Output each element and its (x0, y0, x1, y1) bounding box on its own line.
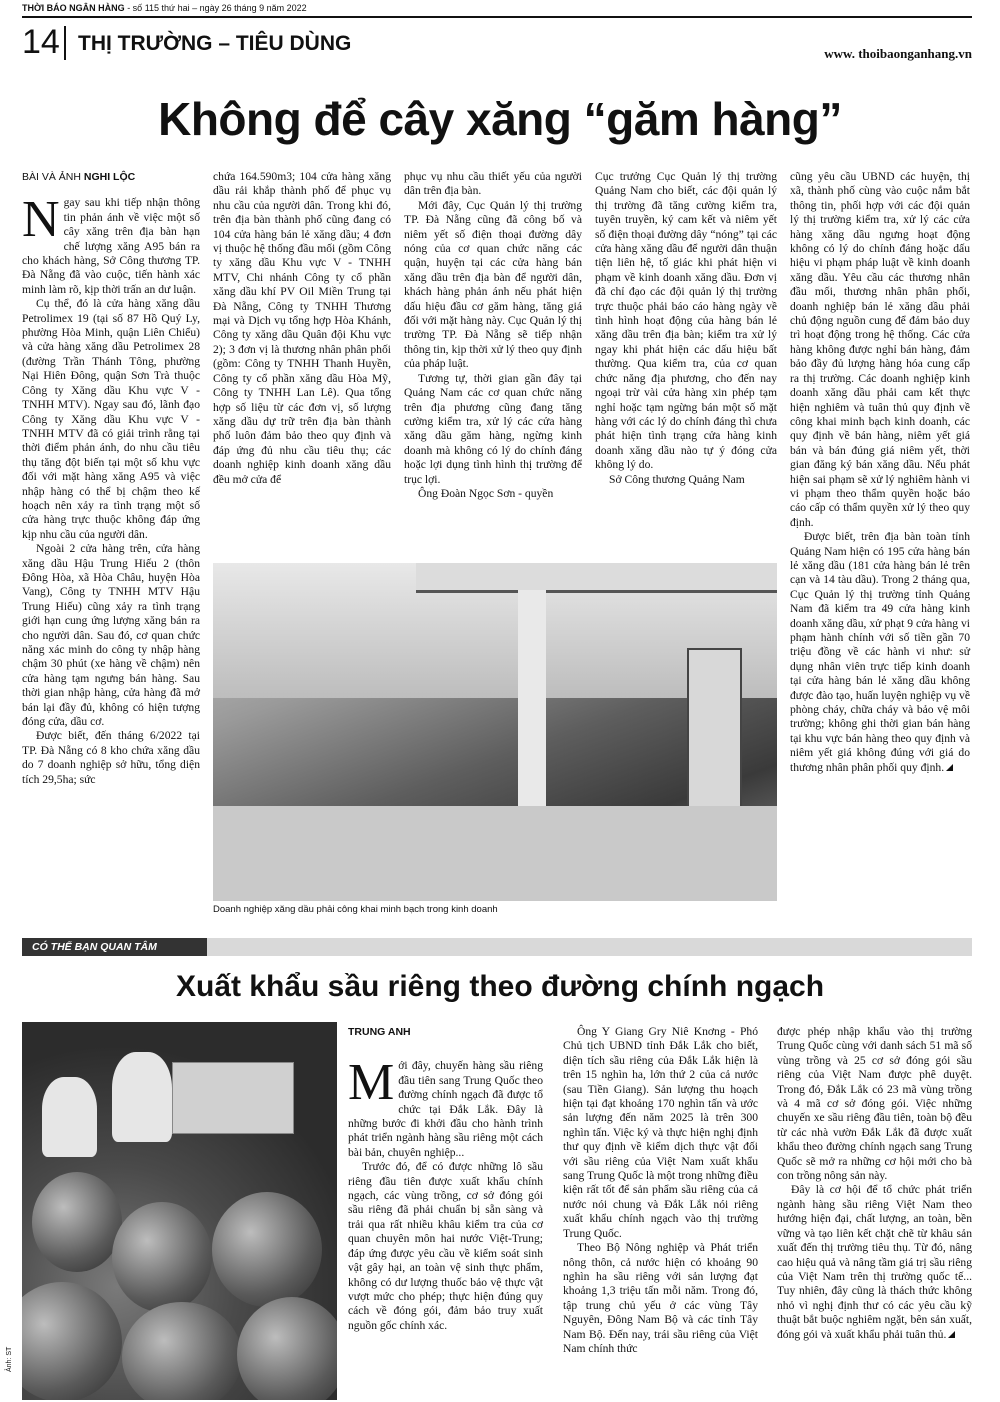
article1-paragraph: Ngoài 2 cửa hàng trên, cửa hàng xăng dầu Hậu Trung Hiếu 2 (thôn Đông Hòa, xã Hòa Châu, huyện Hòa Vang), Công ty TNHH MTV Hậu Trung Hiếu) cũng xảy ra tình trạng giới hạn cung ứng lượng xăng bán ra cho người dân. Sau đó, cơ quan chức năng xác minh do công ty nhập hàng chậm 30 phút (xe hàng về chậm) nên cửa hàng tạm ngưng bán hàng. Sau thời gian nhập hàng, cửa hàng đã mở bán lại đầy đủ, không có hiện tượng đóng cửa, dầu cơ. (22, 542, 200, 729)
article1-paragraph: Được biết, đến tháng 6/2022 tại TP. Đà Nẵng có 8 kho chứa xăng dầu do 7 doanh nghiệp sở hữu, tổng diện tích 29,5ha; sức (22, 729, 200, 786)
article1-paragraph: Tương tự, thời gian gần đây tại Quảng Nam các cơ quan chức năng trên địa phương cũng đang tăng cường kiểm tra, xử lý các cửa hàng xăng dầu găm hàng, ngừng kinh doanh mà không có lý do chính đáng hoặc lợi dụng tình hình thị trường để trục lợi. (404, 371, 582, 486)
article1-paragraph: Cụ thể, đó là cửa hàng xăng dầu Petrolimex 19 (tại số 87 Hồ Quý Ly, phường Hòa Minh, quận Liên Chiểu) và cửa hàng xăng dầu Petrolimex 28 (đường Trần Thánh Tông, phường Nại Hiên Đông, quận Sơn Trà thuộc Công ty Xăng dầu Khu vực V - TNHH MTV). Ngay sau đó, lãnh đạo Công ty Xăng dầu Khu vực V - TNHH MTV đã có giải trình rằng tại thời điểm phản ánh, do nhu cầu tiêu thụ tăng đột biến tại một số khu vực đối với mặt hàng xăng A95 và việc nhập hàng có thể bị chậm theo kế hoạch nên xảy ra tình trạng một số cửa hàng trực thuộc không đáp ứng kịp nhu cầu của người dân. (22, 297, 200, 541)
photo-durian (122, 1302, 242, 1400)
article1-paragraph: chứa 164.590m3; 104 cửa hàng xăng dầu rải khắp thành phố để phục vụ nhu cầu của người dân. Trong khi đó, trên địa bàn thành phố cũng đang có 104 cửa hàng bán lẻ xăng dầu; 4 đơn vị thuộc hệ thống đầu mối (gồm Công ty xăng dầu Khu vực V - TNHH MTV, Chi nhánh Công ty cổ phần xăng dầu khí PV Oil Miền Trung tại Đà Nẵng, Công ty TNHH Thương mại và Dịch vụ tổng hợp Hòa Khánh, Công ty xăng dầu Quân đội Khu vực 2); 3 đơn vị là thương nhân phân phối (gồm: Công ty TNHH Thanh Huyền, Công ty cổ phần xăng dầu Hòa Mỹ, Công ty TNHH Lan Lê). Qua tổng hợp số liệu từ các đơn vị, số lượng xăng dầu dự trữ trên địa bàn thành phố luôn đảm bảo theo quy định và đáp ứng đủ nhu cầu tiêu thụ; các doanh nghiệp kinh doanh xăng dầu đều mở cửa để (213, 170, 391, 486)
article2-column-1 (348, 1025, 543, 1333)
durian-photo (22, 1022, 337, 1400)
article1-paragraph: Cục trưởng Cục Quản lý thị trường Quảng Nam cho biết, các đội quản lý thị trường đã tăng cường kiểm tra, tuyên truyền, ký cam kết và niêm yết số điện thoại đường dây “nóng” tại các cửa hàng xăng dầu để người dân thuận tiện liên hệ, tố giác khi phát hiện vi phạm về kinh doanh xăng dầu. Đơn vị đã chỉ đạo các đội quản lý thị trường trực thuộc phải báo cáo hàng ngày về tình hình hoạt động của hàng bán lẻ xăng dầu trên địa bàn; kiểm tra xử lý ngay khi phát hiện các dấu hiệu bất thường. Qua kiểm tra, của cơ quan chức năng địa phương, cho đến nay ngoại trừ vài cửa hàng xin phép tạm nghỉ hoặc tạm ngừng bán một số mặt hàng với các lý do chính đáng thì chưa phát hiện tình trạng cửa hàng kinh doanh xăng dầu nào tự ý đóng cửa không lý do. (595, 170, 777, 472)
masthead-issue: - số 115 thứ hai – ngày 26 tháng 9 năm 2022 (124, 3, 307, 13)
gas-station-photo (213, 563, 777, 901)
masthead-paper: THỜI BÁO NGÂN HÀNG (22, 3, 125, 13)
photo-caption: Doanh nghiệp xăng dầu phải công khai minh bạch trong kinh doanh (213, 904, 498, 915)
photo-credit: Ảnh: ST (6, 1346, 13, 1372)
article2-column-3 (777, 1025, 972, 1342)
article1-column-2 (213, 170, 391, 487)
photo-durian (22, 1282, 122, 1400)
article1-column-1 (22, 170, 200, 787)
end-mark-icon (948, 1331, 955, 1338)
photo-worker (42, 1077, 97, 1157)
article2-dropcap: M (348, 1054, 395, 1112)
section-title: THỊ TRƯỜNG – TIÊU DÙNG (78, 32, 352, 55)
byline-author: TRUNG ANH (348, 1026, 411, 1038)
article1-byline (22, 170, 200, 184)
article1-column-5 (790, 170, 970, 775)
page-number-divider (64, 26, 66, 60)
byline-author: NGHI LỘC (83, 171, 136, 183)
article2-byline (348, 1025, 543, 1039)
article1-dropcap: N (22, 191, 60, 249)
photo-pillar (518, 590, 546, 827)
article1-paragraph: Sở Công thương Quảng Nam (609, 472, 745, 486)
masthead (22, 3, 307, 13)
article2-paragraph: Ông Y Giang Gry Niê Knơng - Phó Chủ tịch UBND tỉnh Đắk Lắk cho biết, diện tích sầu riêng của Đắk Lắk hiện là trên 15 nghìn ha, lớn thứ 2 của cả nước (sau Tiền Giang). Sản lượng thu hoạch hiện tại đạt khoảng 170 nghìn tấn và ước sản lượng đến năm 2025 là trên 300 nghìn tấn. Việc ký và thực hiện nghị định thư quy định về kiểm dịch thực vật đối với sầu riêng của Việt Nam xuất khẩu sang Trung Quốc là một trong những điều kiện rất tốt để sản phẩm sầu riêng của cả nước nói chung và Đắk Lắk nói riêng xuất khẩu chính ngạch vào thị trường Trung Quốc. (563, 1025, 758, 1240)
photo-worker (112, 1052, 172, 1142)
photo-durian (32, 1172, 122, 1272)
photo-ground (213, 806, 777, 901)
photo-durian (112, 1202, 212, 1312)
article2-headline: Xuất khẩu sầu riêng theo đường chính ngạch (175, 970, 825, 1003)
article2-paragraph (348, 1054, 543, 1160)
article2-paragraph: Theo Bộ Nông nghiệp và Phát triển nông thôn, cả nước hiện có khoảng 90 nghìn ha sầu riêng với sản lượng đạt khoảng 1,3 triệu tấn mỗi năm. Trong đó, tập trung chủ yếu ở các vùng Tây Nguyên, Đông Nam Bộ và các tỉnh Tây Nam Bộ. Đến nay, trái sầu riêng của Việt Nam chính thức (563, 1241, 758, 1355)
paragraph-text: gay sau khi tiếp nhận thông tin phản ánh về việc một số cây xăng trên địa bàn hạn chế lượng xăng A95 bán ra cho khách hàng, Sở Công thương TP. Đà Nẵng đã vào cuộc, tiến hành xác minh làm rõ, kịp thời trấn an dư luận. (22, 196, 200, 296)
photo-canopy (416, 563, 777, 593)
photo-durian (212, 1192, 322, 1307)
article2-paragraph: được phép nhập khẩu vào thị trường Trung Quốc cùng với danh sách 51 mã số vùng trồng và 25 cơ sở đóng gói sầu riêng của Việt Nam được phê duyệt. Trong đó, Đắk Lắk có 23 mã vùng trồng và 4 mã cơ sở đóng gói. Việc những chuyến xe sầu riêng đầu tiên, toàn bộ đều từ các nhà vườn Đắk Lắk đã được xuất khẩu theo đường chính ngạch sang Trung Quốc sẽ mở ra những cơ hội mới cho bà con trồng nông sản này. (777, 1025, 972, 1183)
article1-paragraph: Mới đây, Cục Quản lý thị trường TP. Đà Nẵng cũng đã công bố và niêm yết số điện thoại đường dây nóng của cơ quan chức năng các quận, huyện tại các cửa hàng bán xăng dầu trên địa bàn để người dân, khách hàng phản ánh nếu phát hiện dấu hiệu đầu cơ găm hàng, tăng giá đối với mặt hàng này. Cục Quản lý thị trường TP. Đà Nẵng sẽ tiếp nhận thông tin, kịp thời xử lý theo quy định của pháp luật. (404, 198, 582, 371)
article1-column-4 (595, 170, 777, 487)
article1-paragraph: cũng yêu cầu UBND các huyện, thị xã, thành phố cùng vào cuộc nắm bắt thông tin, phối hợp với các đội quản lý thị trường kiểm tra, xử lý các cửa hàng xăng dầu ngưng hoạt động không có lý do chính đáng hoặc dấu hiệu vi phạm pháp luật về kinh doanh xăng dầu. Yêu cầu các thương nhân đầu mối, thương nhân phân phối, doanh nghiệp bán lẻ xăng dầu phải chủ động nguồn cung để đảm bảo duy trì hoạt động trong hệ thống. Các cửa hàng không được nghỉ bán hàng, đảm bảo đầy đủ lượng hàng hóa cung cấp ra thị trường. Các doanh nghiệp kinh doanh xăng dầu phải cam kết thực hiện nghiêm và tuân thủ quy định về công khai minh bạch kinh doanh, các quy định về bán hàng, niêm yết giá bán và bán đúng giá niêm yết, thời gian đăng ký bán xăng dầu. Nếu phát hiện sai phạm sẽ xử lý nghiêm hành vi vi phạm theo thẩm quyền hoặc báo cáo cấp có thẩm quyền xử lý theo quy định. (790, 170, 970, 529)
article2-paragraph (777, 1183, 972, 1341)
article1-column-3 (404, 170, 582, 501)
top-rule (22, 16, 972, 18)
article1-paragraph (790, 530, 970, 775)
photo-durian (237, 1297, 337, 1400)
paragraph-text: Đây là cơ hội để tổ chức phát triển ngành hàng sầu riêng Việt Nam theo hướng hiện đại, chất lượng, an toàn, bền vững và tạo liên kết chặt chẽ từ khâu sản xuất đến thị trường tiêu thụ. Từ đó, nâng cao hiệu quả và nâng tầm giá trị sầu riêng của Việt Nam trên thị trường quốc tế... Tuy nhiên, đây cũng là thách thức không nhỏ vì nghị định thư có các yêu cầu kỹ thuật bắt buộc nghiêm ngặt, bên sản xuất, đóng gói và xuất khẩu phải tuân thủ. (777, 1183, 972, 1341)
photo-boxes (172, 1062, 294, 1134)
end-mark-icon (946, 764, 953, 771)
article1-headline: Không để cây xăng “găm hàng” (158, 93, 842, 145)
byline-prefix: BÀI VÀ ẢNH (22, 171, 84, 183)
page-number: 14 (22, 23, 60, 61)
website-link[interactable]: www. thoibaonganhang.vn (824, 46, 972, 61)
related-band-label: CÓ THỂ BẠN QUAN TÂM (22, 938, 207, 956)
article2-column-2 (563, 1025, 758, 1356)
article1-paragraph: Ông Đoàn Ngọc Sơn - quyền (418, 486, 554, 500)
paragraph-text: Được biết, trên địa bàn toàn tỉnh Quảng Nam hiện có 195 cửa hàng bán lẻ xăng dầu (181 cửa hàng bán lẻ trên cạn và 14 tàu dầu). Trong 2 tháng qua, Cục Quản lý thị trường tỉnh Quảng Nam đã kiểm tra 49 cửa hàng kinh doanh xăng dầu, xử phạt 9 cửa hàng vi phạm hành chính với số tiền gần 70 triệu đồng về các hành vi như: sử dụng nhân viên trực tiếp kinh doanh tại cửa hàng bán lẻ xăng dầu không được đào tạo, huấn luyện nghiệp vụ về phòng cháy, chữa cháy và bảo vệ môi trường; không ghi thời gian bán hàng tại khu vực bán hàng theo quy định và niêm yết giá không đúng với giá do thương nhân phân phối quy định. (790, 530, 970, 774)
article1-paragraph: phục vụ nhu cầu thiết yếu của người dân trên địa bàn. (404, 170, 582, 198)
article2-paragraph: Trước đó, để có được những lô sầu riêng đầu tiên được xuất khẩu chính ngạch, các vùng trồng, cơ sở đóng gói sầu riêng đã phải chuẩn bị sẵn sàng và trải qua rất nhiều khâu kiểm tra của cơ quan chuyên môn hai nước Việt-Trung; đáp ứng được yêu cầu về kiểm soát sinh vật gây hại, an toàn vệ sinh thực phẩm, không có dư lượng thuốc bảo vệ thực vật vượt mức cho phép; thực hiện đúng quy cách về đóng gói, đảm bảo truy xuất nguồn gốc chính xác. (348, 1160, 543, 1332)
article1-paragraph (22, 191, 200, 297)
paragraph-text: ới đây, chuyến hàng sầu riêng đầu tiên sang Trung Quốc theo đường chính ngạch đã được tổ chức tại Đắk Lắk. Đây là những bước đi khởi đầu cho hành trình phát triển ngành hàng sầu riêng một cách bài bản, chuyên nghiệp... (348, 1059, 543, 1159)
